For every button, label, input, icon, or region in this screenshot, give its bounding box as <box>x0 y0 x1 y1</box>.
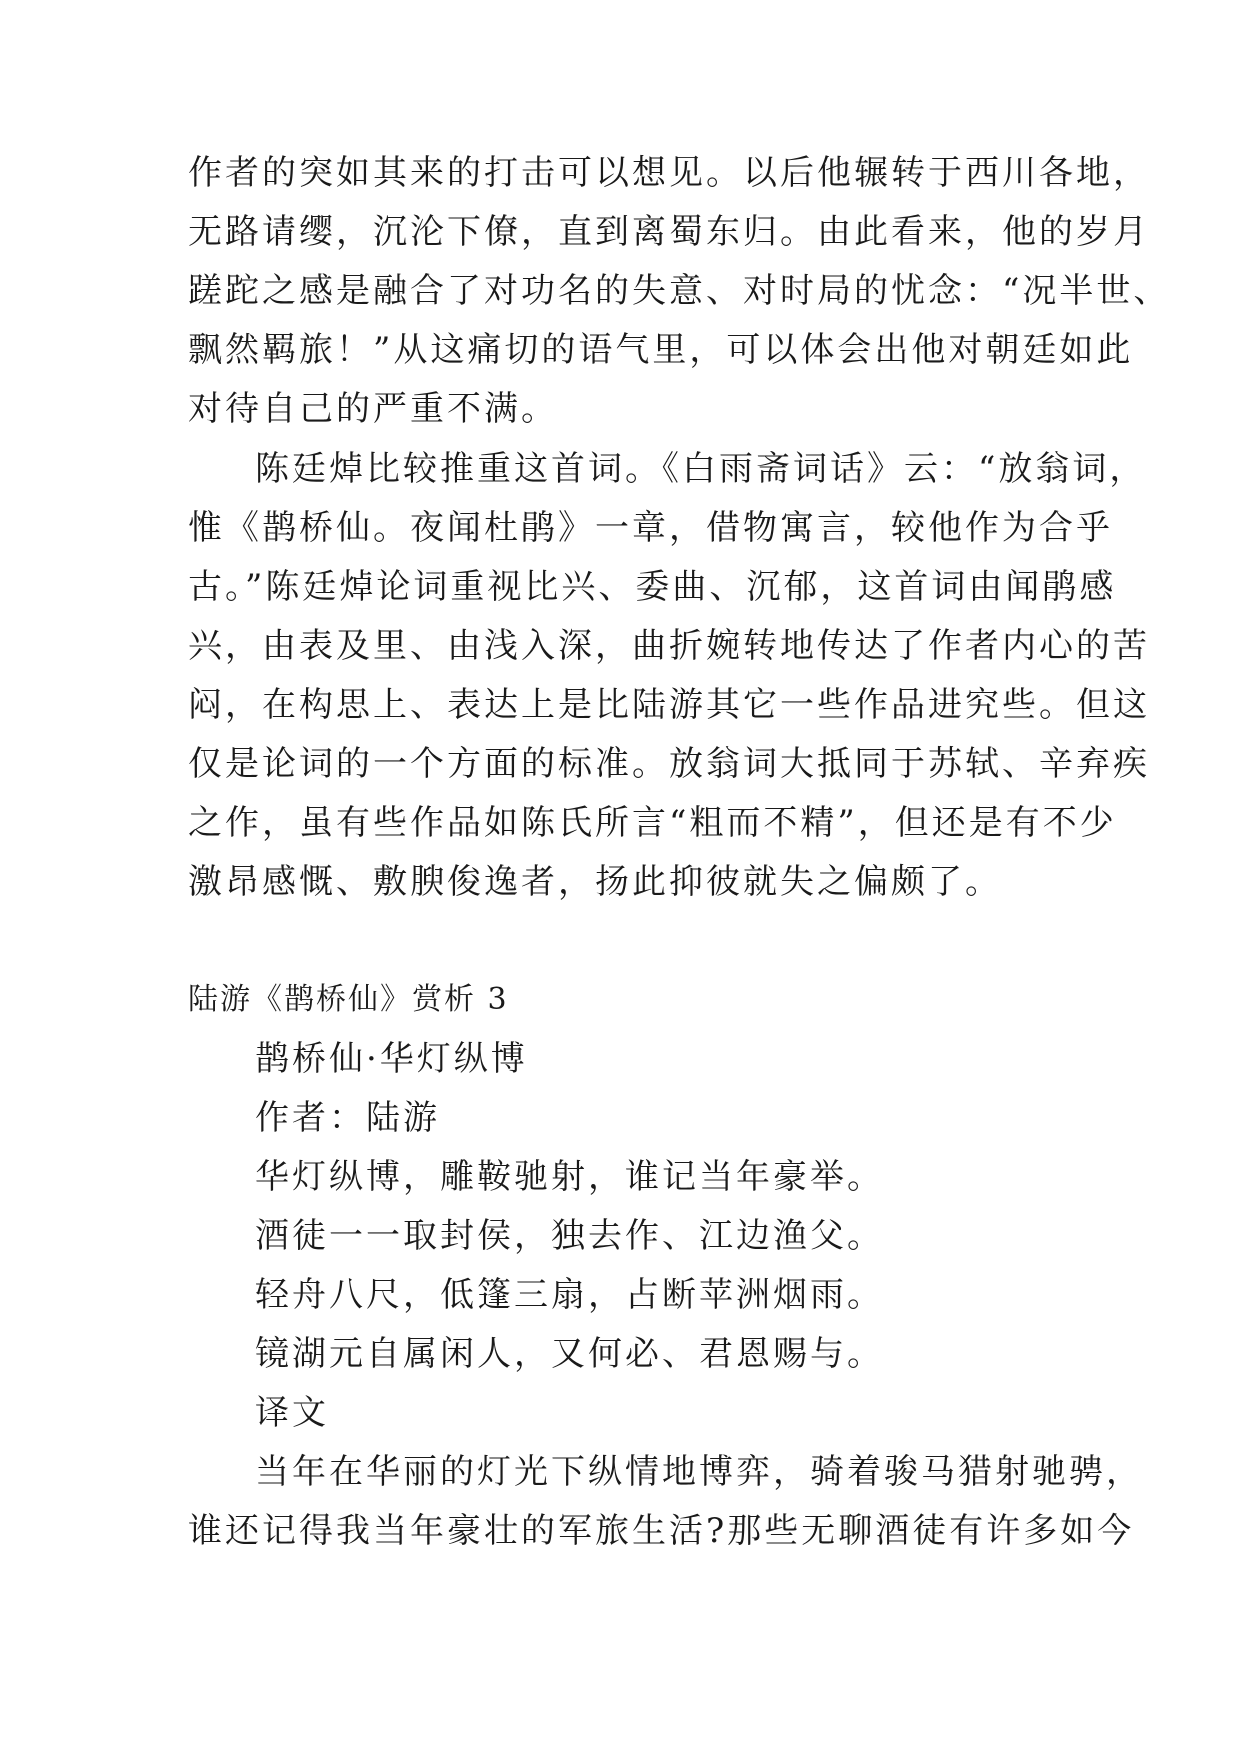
section-heading: 陆游《鹊桥仙》赏析 3 <box>188 982 509 1017</box>
poem-line-2: 酒徒一一取封侯，独去作、江边渔父。 <box>255 1216 884 1256</box>
paragraph-2-line-7: 之作，虽有些作品如陈氏所言“粗而不精”，但还是有不少 <box>188 803 1117 843</box>
translation-line-2: 谁还记得我当年豪壮的军旅生活?那些无聊酒徒有许多如今 <box>188 1511 1135 1551</box>
paragraph-2-line-4: 兴，由表及里、由浅入深，曲折婉转地传达了作者内心的苦 <box>188 626 1150 666</box>
translation-line-1: 当年在华丽的灯光下纵情地博弈，骑着骏马猎射驰骋， <box>255 1452 1143 1492</box>
poem-line-1: 华灯纵博，雕鞍驰射，谁记当年豪举。 <box>255 1157 884 1197</box>
paragraph-1-line-2: 无路请缨，沉沦下僚，直到离蜀东归。由此看来，他的岁月 <box>188 212 1150 252</box>
paragraph-2-line-1: 陈廷焯比较推重这首词。《白雨斋词话》云：“放翁词， <box>255 449 1147 489</box>
translation-label: 译文 <box>255 1393 329 1433</box>
paragraph-2-line-2: 惟《鹊桥仙。夜闻杜鹃》一章，借物寓言，较他作为合乎 <box>188 508 1113 548</box>
poem-line-3: 轻舟八尺，低篷三扇，占断苹洲烟雨。 <box>255 1275 884 1315</box>
poem-line-4: 镜湖元自属闲人，又何必、君恩赐与。 <box>255 1334 884 1374</box>
paragraph-1-line-4: 飘然羁旅！”从这痛切的语气里，可以体会出他对朝廷如此 <box>188 330 1134 370</box>
paragraph-2-line-8: 激昂感慨、敷腴俊逸者，扬此抑彼就失之偏颇了。 <box>188 862 1002 902</box>
paragraph-2-line-3: 古。”陈廷焯论词重视比兴、委曲、沉郁，这首词由闻鹃感 <box>188 567 1117 607</box>
paragraph-1-line-3: 蹉跎之感是融合了对功名的失意、对时局的忧念：“况半世、 <box>188 271 1171 311</box>
paragraph-2-line-5: 闷，在构思上、表达上是比陆游其它一些作品进究些。但这 <box>188 685 1150 725</box>
paragraph-2-line-6: 仅是论词的一个方面的标准。放翁词大抵同于苏轼、辛弃疾 <box>188 744 1150 784</box>
poem-author: 作者：陆游 <box>255 1098 440 1138</box>
poem-title: 鹊桥仙·华灯纵博 <box>255 1039 528 1079</box>
paragraph-1-line-5: 对待自己的严重不满。 <box>188 389 558 429</box>
paragraph-1-line-1: 作者的突如其来的打击可以想见。以后他辗转于西川各地， <box>188 153 1150 193</box>
